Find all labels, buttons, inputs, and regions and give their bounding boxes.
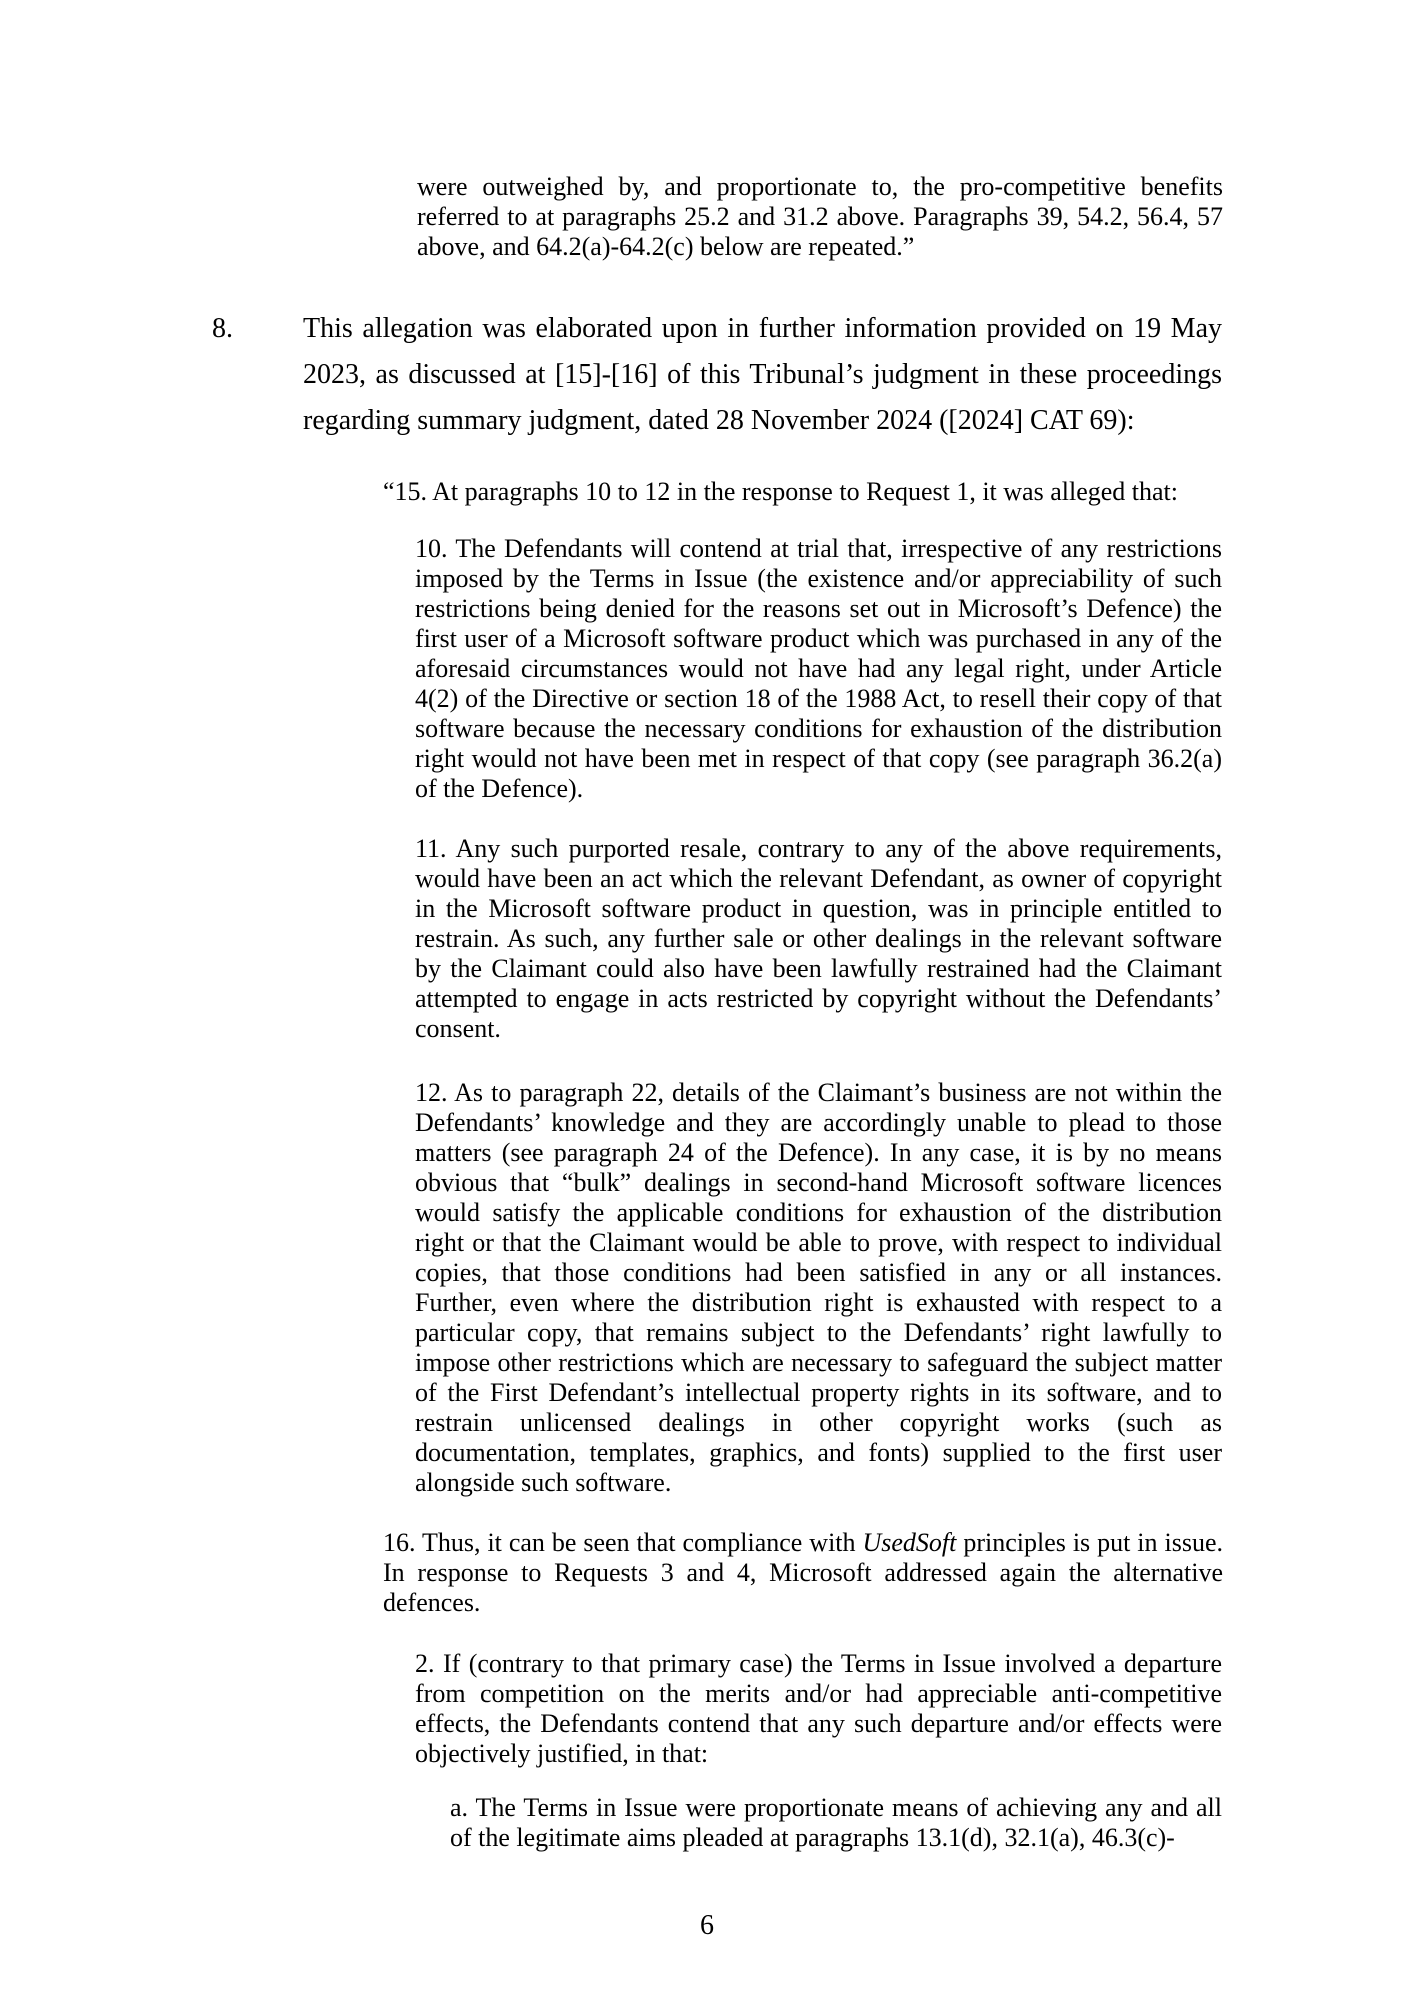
quote-16-text-after: principles is put in issue. In response to Requests 3 and 4, Microsoft addressed again the alternative defences. <box>383 1528 1223 1617</box>
quote-subparagraph-2a: a. The Terms in Issue were proportionate means of achieving any and all of the legitimate aims pleaded at paragraphs 13.1(d), 32.1(a), 46.3(c)- <box>450 1793 1222 1852</box>
page-number: 6 <box>700 1910 714 1941</box>
quote-paragraph-15: “15. At paragraphs 10 to 12 in the response to Request 1, it was alleged that: <box>383 477 1178 506</box>
quote-paragraph-16 <box>383 1528 1223 1618</box>
quote-paragraph-2: 2. If (contrary to that primary case) the Terms in Issue involved a departure from competition on the merits and/or had appreciable anti-competitive effects, the Defendants contend that any such departure and/or effects were objectively justified, in that: <box>415 1649 1222 1768</box>
paragraph-8-text: This allegation was elaborated upon in further information provided on 19 May 2023, as discussed at [15]-[16] of this Tribunal’s judgment in these proceedings regarding summary judgment, dated 28 November 2024 ([2024] CAT 69): <box>303 313 1222 436</box>
paragraph-8-number: 8. <box>212 313 233 344</box>
paragraph-8 <box>212 306 1222 444</box>
quote-16-text-before: 16. Thus, it can be seen that compliance with <box>383 1528 863 1557</box>
blockquote-continuation: were outweighed by, and proportionate to, the pro-competitive benefits referred to at paragraphs 25.2 and 31.2 above. Paragraphs 39, 54.2, 56.4, 57 above, and 64.2(a)-64.2(c) below are repeated.” <box>417 172 1223 261</box>
quote-16-case-name: UsedSoft <box>862 1528 957 1557</box>
quote-paragraph-12: 12. As to paragraph 22, details of the Claimant’s business are not within the Defendants’ knowledge and they are accordingly unable to plead to those matters (see paragraph 24 of the Defence). In any case, it is by no means obvious that “bulk” dealings in second-hand Microsoft software licences would satisfy the applicable conditions for exhaustion of the distribution right or that the Claimant would be able to prove, with respect to individual copies, that those conditions had been satisfied in any or all instances. Further, even where the distribution right is exhausted with respect to a particular copy, that remains subject to the Defendants’ right lawfully to impose other restrictions which are necessary to safeguard the subject matter of the First Defendant’s intellectual property rights in its software, and to restrain unlicensed dealings in other copyright works (such as documentation, templates, graphics, and fonts) supplied to the first user alongside such software. <box>415 1078 1222 1497</box>
quote-paragraph-10: 10. The Defendants will contend at trial that, irrespective of any restrictions imposed by the Terms in Issue (the existence and/or appreciability of such restrictions being denied for the reasons set out in Microsoft’s Defence) the first user of a Microsoft software product which was purchased in any of the aforesaid circumstances would not have had any legal right, under Article 4(2) of the Directive or section 18 of the 1988 Act, to resell their copy of that software because the necessary conditions for exhaustion of the distribution right would not have been met in respect of that copy (see paragraph 36.2(a) of the Defence). <box>415 534 1222 803</box>
quote-paragraph-11: 11. Any such purported resale, contrary to any of the above requirements, would have been an act which the relevant Defendant, as owner of copyright in the Microsoft software product in question, was in principle entitled to restrain. As such, any further sale or other dealings in the relevant software by the Claimant could also have been lawfully restrained had the Claimant attempted to engage in acts restricted by copyright without the Defendants’ consent. <box>415 834 1222 1043</box>
